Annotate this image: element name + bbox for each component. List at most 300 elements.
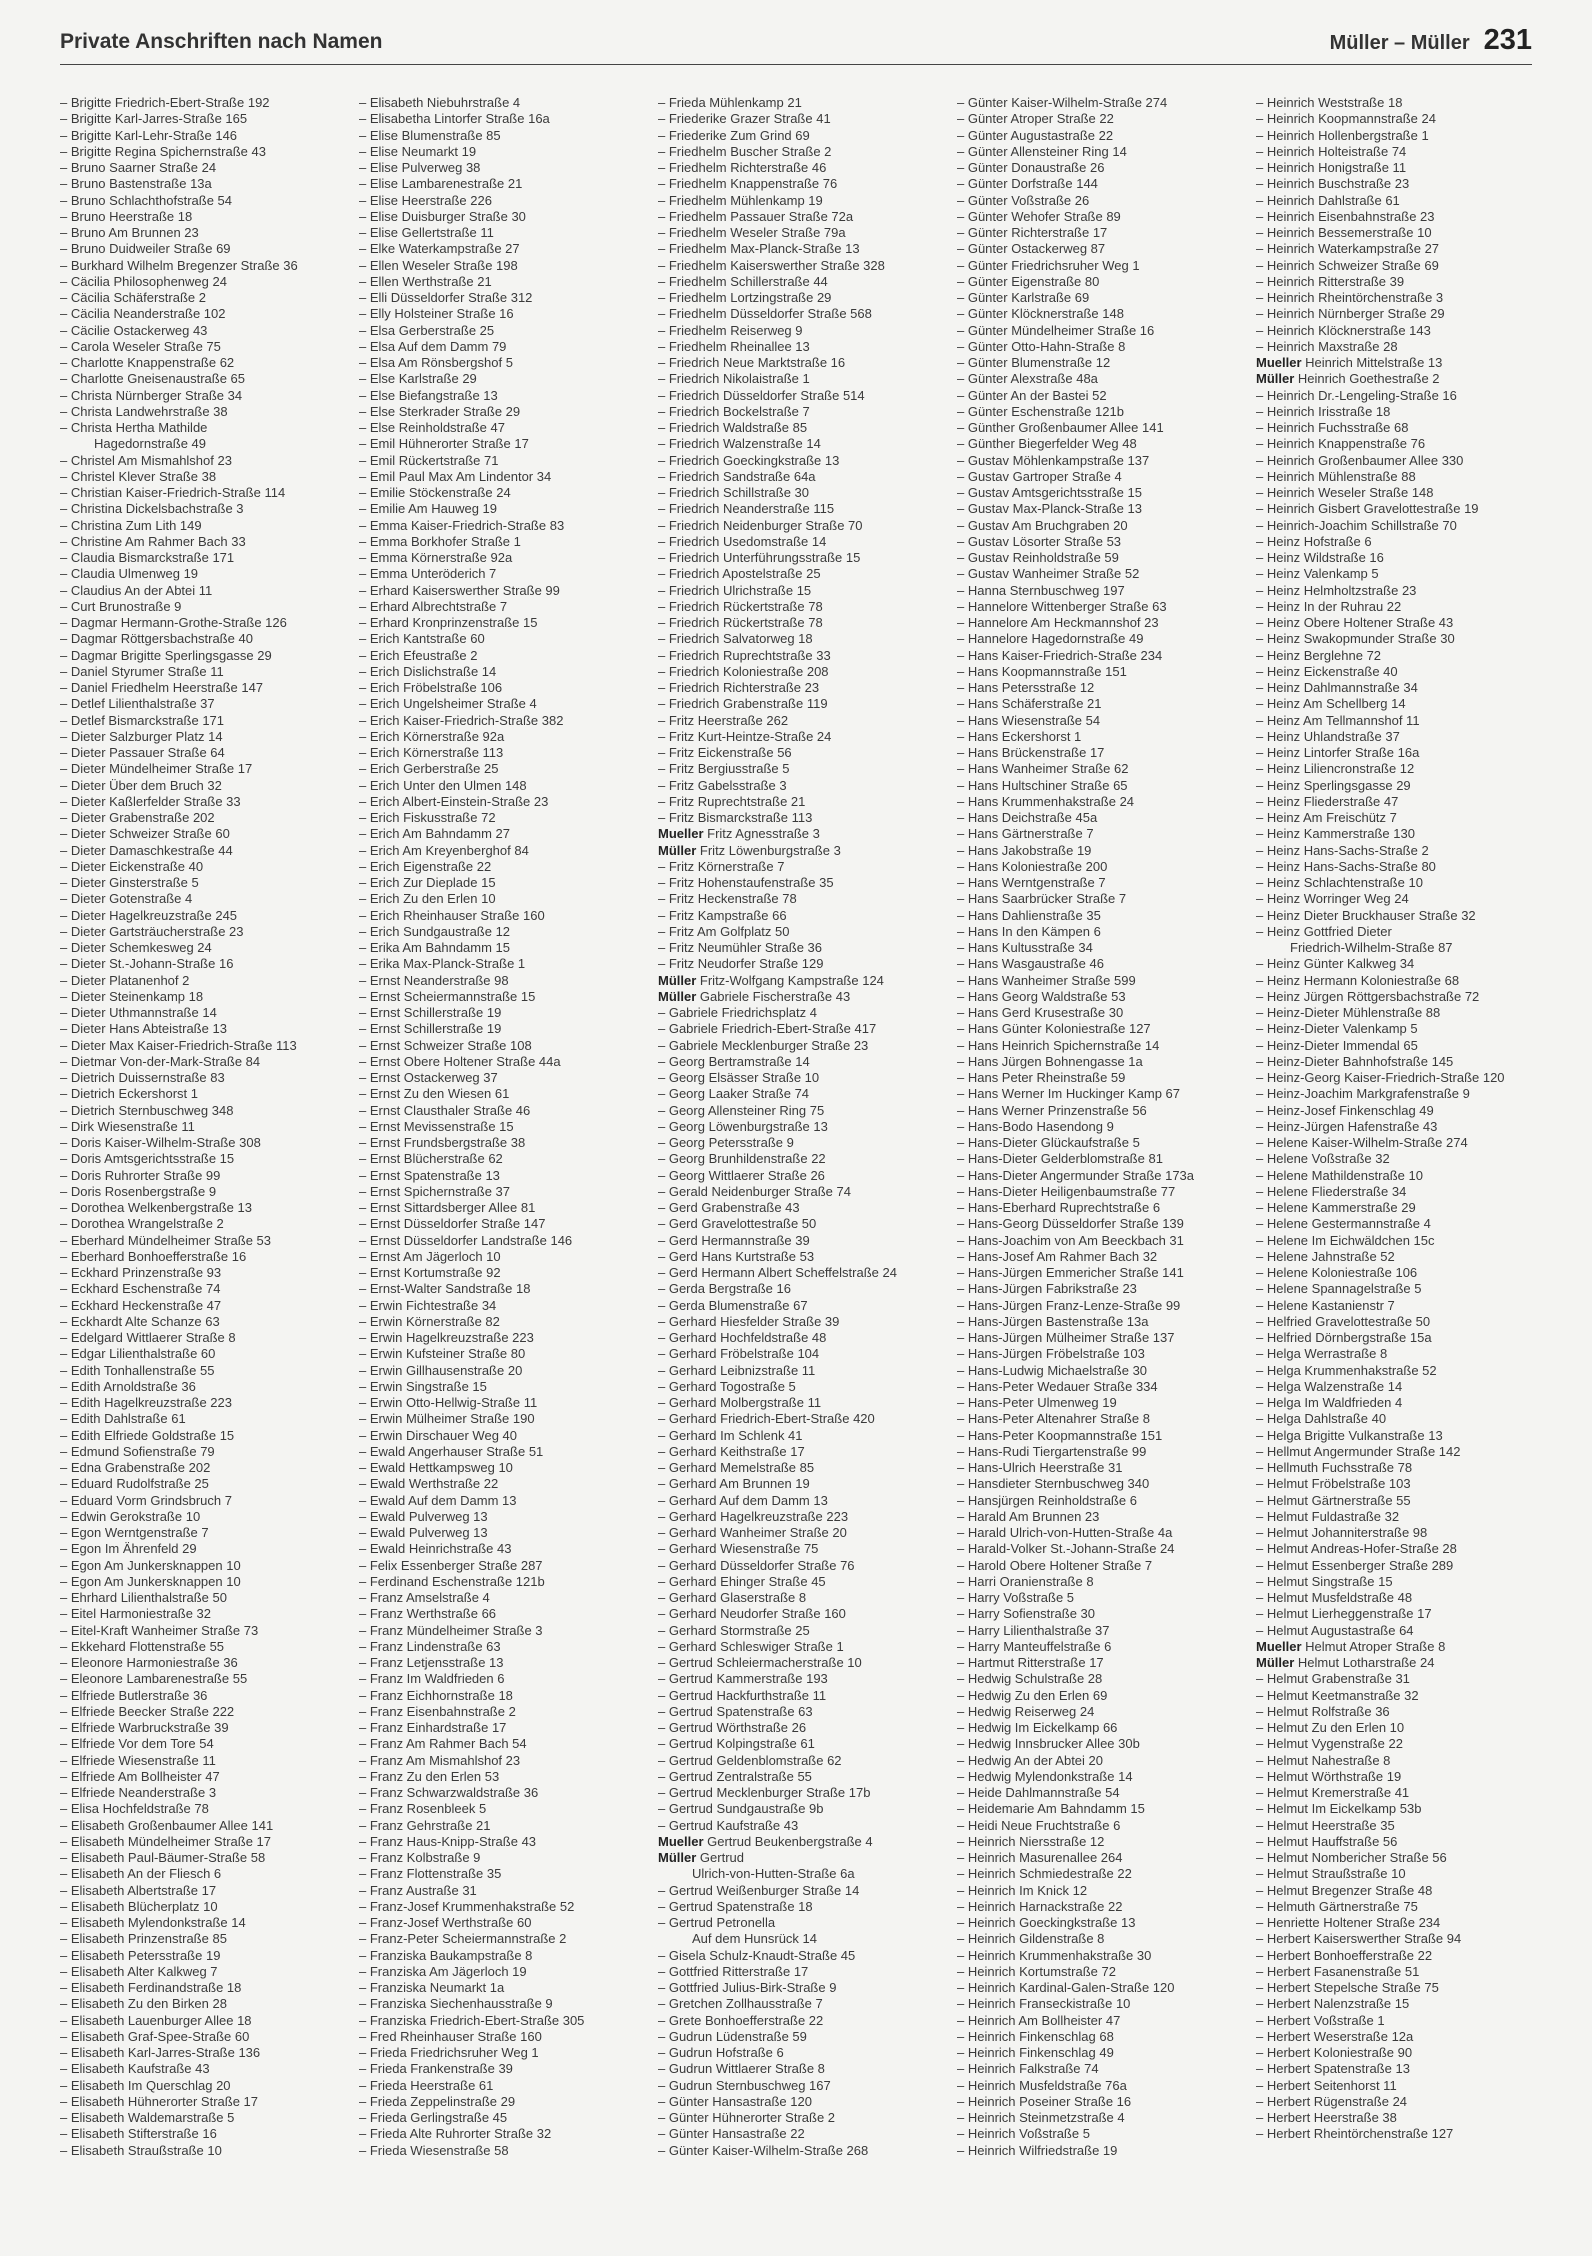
directory-entry [60, 1493, 355, 1509]
entry-text: – Edith Elfriede Goldstraße 15 [60, 1427, 235, 1443]
directory-entry [658, 1980, 953, 1996]
directory-entry [1256, 1476, 1551, 1492]
directory-entry [60, 1948, 355, 1964]
directory-entry [1256, 1590, 1551, 1606]
directory-entry [60, 2110, 355, 2126]
directory-entry [359, 1038, 654, 1054]
directory-entry [60, 908, 355, 924]
directory-entry [359, 1574, 654, 1590]
directory-entry [658, 1688, 953, 1704]
entry-text: – Harold Obere Holtener Straße 7 [957, 1557, 1153, 1573]
entry-text: – Helmut Im Eickelkamp 53b [1256, 1801, 1422, 1817]
directory-entry [957, 1753, 1252, 1769]
entry-text: – Ernst Düsseldorfer Landstraße 146 [359, 1232, 573, 1248]
directory-entry [957, 241, 1252, 257]
entry-text: – Cäcilia Philosophenweg 24 [60, 273, 227, 289]
entry-text: – Erich Ungelsheimer Straße 4 [359, 696, 537, 712]
directory-entry [359, 1476, 654, 1492]
entry-text: Fritz-Wolfgang Kampstraße 124 [696, 972, 884, 988]
directory-entry [1256, 1151, 1551, 1167]
entry-text: – Hellmuth Fuchsstraße 78 [1256, 1460, 1413, 1475]
directory-entry [60, 1363, 355, 1379]
entry-text: – Hans Peter Rheinstraße 59 [957, 1070, 1126, 1085]
directory-entry [957, 550, 1252, 566]
directory-entry [1256, 1281, 1551, 1297]
entry-text: – Helmut Andreas-Hofer-Straße 28 [1256, 1541, 1457, 1557]
entry-text: – Helene Fliederstraße 34 [1256, 1183, 1407, 1199]
entry-text: – Else Sterkrader Straße 29 [359, 403, 521, 419]
directory-entry [60, 2029, 355, 2045]
directory-entry [957, 713, 1252, 729]
directory-entry [359, 1444, 654, 1460]
entry-text: – Dietmar Von-der-Mark-Straße 84 [60, 1053, 261, 1069]
directory-entry [957, 1379, 1252, 1395]
directory-entry [1256, 1606, 1551, 1622]
entry-text: – Elfriede Vor dem Tore 54 [60, 1736, 214, 1752]
entry-text: – Gerhard Keithstraße 17 [658, 1443, 805, 1459]
entry-text: – Erich Eigenstraße 22 [359, 858, 492, 874]
entry-text: – Elke Waterkampstraße 27 [359, 241, 520, 257]
directory-entry [60, 355, 355, 371]
entry-text: – Elisa Hochfeldstraße 78 [60, 1801, 209, 1817]
directory-entry [1256, 1135, 1551, 1151]
directory-entry [658, 1801, 953, 1817]
entry-text: – Harald-Volker St.-Johann-Straße 24 [957, 1541, 1175, 1557]
entry-text: – Erich Körnerstraße 92a [359, 728, 505, 744]
entry-text: – Heinrich Wilfriedstraße 19 [957, 2142, 1118, 2158]
entry-text: – Dieter Ginsterstraße 5 [60, 875, 199, 890]
directory-entry [60, 1395, 355, 1411]
entry-text: – Heidemarie Am Bahndamm 15 [957, 1801, 1145, 1817]
entry-text: – Heinz Fliederstraße 47 [1256, 793, 1399, 809]
entry-text: – Elise Duisburger Straße 30 [359, 208, 526, 224]
entry-text: – Heinrich Mühlenstraße 88 [1256, 468, 1416, 484]
entry-text: – Hannelore Hagedornstraße 49 [957, 631, 1144, 647]
entry-text: – Heinz-Joachim Markgrafenstraße 9 [1256, 1086, 1470, 1102]
surname-heading: Mueller [658, 1833, 704, 1849]
directory-entry [60, 599, 355, 615]
entry-text: – Elisabeth Lauenburger Allee 18 [60, 2012, 252, 2028]
entry-text: – Dieter Mündelheimer Straße 17 [60, 761, 253, 777]
directory-entry [658, 1704, 953, 1720]
directory-entry [957, 144, 1252, 160]
directory-entry [658, 274, 953, 290]
entry-text: – Helga Dahlstraße 40 [1256, 1411, 1387, 1427]
directory-entry [359, 729, 654, 745]
entry-text: – Elisabeth Zu den Birken 28 [60, 1996, 227, 2012]
entry-text: – Gertrud Geldenblomstraße 62 [658, 1752, 842, 1768]
directory-entry [359, 778, 654, 794]
directory-entry [957, 1493, 1252, 1509]
entry-text: – Dietrich Sternbuschweg 348 [60, 1102, 234, 1118]
directory-entry [1256, 258, 1551, 274]
directory-entry [359, 956, 654, 972]
entry-text: – Gerhard Memelstraße 85 [658, 1460, 815, 1475]
directory-entry [1256, 1054, 1551, 1070]
directory-entry [359, 1070, 654, 1086]
entry-text: – Hans Schäferstraße 21 [957, 696, 1102, 712]
entry-text: – Dorothea Wrangelstraße 2 [60, 1216, 224, 1232]
entry-text: – Franz Amselstraße 4 [359, 1590, 490, 1605]
entry-text: – Dieter St.-Johann-Straße 16 [60, 956, 234, 972]
directory-entry [1256, 940, 1551, 956]
directory-entry [957, 1346, 1252, 1362]
entry-text: – Hans-Peter Altenahrer Straße 8 [957, 1411, 1150, 1427]
entry-text: – Ewald Angerhauser Straße 51 [359, 1443, 544, 1459]
entry-text: – Hans Wanheimer Straße 599 [957, 972, 1136, 988]
directory-entry [658, 1964, 953, 1980]
directory-entry [658, 1298, 953, 1314]
directory-entry [658, 2110, 953, 2126]
entry-text: – Friedrich Apostelstraße 25 [658, 566, 821, 582]
entry-text: – Hedwig An der Abtei 20 [957, 1752, 1103, 1768]
directory-entry [359, 1623, 654, 1639]
directory-entry [359, 1346, 654, 1362]
directory-entry [60, 1704, 355, 1720]
directory-entry [957, 518, 1252, 534]
column-4 [957, 95, 1252, 2159]
entry-text: – Friedrich Bockelstraße 7 [658, 403, 810, 419]
entry-text: – Gertrud Spatenstraße 63 [658, 1703, 813, 1719]
entry-text: – Erich Sundgaustraße 12 [359, 923, 511, 939]
directory-entry [359, 453, 654, 469]
directory-entry [957, 501, 1252, 517]
directory-entry [1256, 1363, 1551, 1379]
directory-entry [957, 290, 1252, 306]
entry-text: – Heinrich Buschstraße 23 [1256, 176, 1410, 192]
entry-text: – Heinrich Maxstraße 28 [1256, 338, 1398, 354]
entry-text: – Hedwig Innsbrucker Allee 30b [957, 1736, 1140, 1752]
directory-entry [957, 1623, 1252, 1639]
entry-text: – Gerhard Molbergstraße 11 [658, 1395, 822, 1410]
entry-text: – Hedwig Reiserweg 24 [957, 1703, 1095, 1719]
entry-text: – Brigitte Regina Spichernstraße 43 [60, 143, 266, 159]
entry-text: – Fritz Neudorfer Straße 129 [658, 956, 824, 972]
directory-entry [1256, 2061, 1551, 2077]
entry-text: – Franz Eichhornstraße 18 [359, 1687, 513, 1703]
entry-text: – Else Reinholdstraße 47 [359, 420, 505, 435]
entry-text: – Elise Lambarenestraße 21 [359, 176, 523, 192]
directory-entry [957, 2078, 1252, 2094]
directory-entry [957, 1948, 1252, 1964]
directory-entry [359, 2045, 654, 2061]
entry-text: – Hans Hultschiner Straße 65 [957, 777, 1128, 793]
directory-entry [658, 323, 953, 339]
entry-text: – Gertrud Kaufstraße 43 [658, 1817, 799, 1833]
section-title: Private Anschriften nach Namen [60, 30, 383, 53]
entry-text: – Eleonore Lambarenestraße 55 [60, 1671, 248, 1687]
entry-text: – Cäcilia Schäferstraße 2 [60, 290, 206, 305]
directory-entry [1256, 924, 1551, 940]
entry-text: – Heinz-Jürgen Hafenstraße 43 [1256, 1118, 1438, 1134]
entry-text: – Hans-Jürgen Fröbelstraße 103 [957, 1346, 1145, 1362]
entry-text: – Heinz-Georg Kaiser-Friedrich-Straße 120 [1256, 1070, 1505, 1085]
entry-text: – Heinz Lintorfer Straße 16a [1256, 745, 1420, 760]
directory-entry [60, 501, 355, 517]
directory-entry [359, 1736, 654, 1752]
entry-text: – Erwin Mülheimer Straße 190 [359, 1411, 535, 1427]
directory-entry [1256, 1931, 1551, 1947]
directory-entry [359, 306, 654, 322]
entry-text: – Helfried Dörnbergstraße 15a [1256, 1330, 1432, 1345]
directory-entry [658, 1736, 953, 1752]
entry-text: – Franziska Am Jägerloch 19 [359, 1963, 527, 1979]
directory-entry [658, 778, 953, 794]
directory-entry [1256, 696, 1551, 712]
directory-entry [1256, 1460, 1551, 1476]
directory-entry [1256, 323, 1551, 339]
directory-entry [1256, 2094, 1551, 2110]
entry-text: – Heinrich Großenbaumer Allee 330 [1256, 452, 1464, 468]
entry-text: – Frieda Friedrichsruher Weg 1 [359, 2045, 539, 2060]
directory-entry [1256, 631, 1551, 647]
directory-entry [658, 1119, 953, 1135]
name-range: Müller – Müller [1329, 32, 1470, 54]
entry-text: – Günter Dorfstraße 144 [957, 176, 1098, 192]
directory-entry [957, 956, 1252, 972]
directory-entry [1256, 1330, 1551, 1346]
entry-text: – Herbert Fasanenstraße 51 [1256, 1963, 1420, 1979]
directory-entry [1256, 550, 1551, 566]
directory-entry [658, 875, 953, 891]
directory-entry [658, 664, 953, 680]
entry-text: – Erich Zu den Erlen 10 [359, 891, 496, 907]
entry-text: – Franz Eisenbahnstraße 2 [359, 1703, 516, 1719]
directory-entry [957, 1233, 1252, 1249]
directory-entry [658, 810, 953, 826]
entry-text: – Erwin Singstraße 15 [359, 1378, 487, 1394]
entry-text: – Erich Rheinhauser Straße 160 [359, 907, 545, 923]
directory-entry [658, 729, 953, 745]
entry-text: – Herbert Stepelsche Straße 75 [1256, 1980, 1439, 1995]
entry-text: – Günter Richterstraße 17 [957, 225, 1108, 240]
entry-text: – Bruno Am Brunnen 23 [60, 225, 199, 240]
directory-entry [658, 2143, 953, 2159]
directory-entry [359, 1671, 654, 1687]
entry-text: – Elisabeth Hühnerorter Straße 17 [60, 2093, 258, 2109]
entry-text: – Günter Hühnerorter Straße 2 [658, 2110, 836, 2125]
directory-entry [658, 859, 953, 875]
directory-entry [957, 973, 1252, 989]
entry-text: – Ernst Kortumstraße 92 [359, 1265, 501, 1280]
directory-entry [1256, 1915, 1551, 1931]
entry-text: – Helmut Grabenstraße 31 [1256, 1671, 1410, 1687]
directory-entry [658, 2061, 953, 2077]
entry-text: – Christine Am Rahmer Bach 33 [60, 533, 246, 549]
entry-text: – Ernst Clausthaler Straße 46 [359, 1102, 531, 1118]
directory-entry [359, 566, 654, 582]
entry-text: – Heinrich Franseckistraße 10 [957, 1996, 1131, 2012]
directory-entry [60, 1265, 355, 1281]
directory-entry [957, 1200, 1252, 1216]
entry-text: – Hans-Dieter Gelderblomstraße 81 [957, 1151, 1163, 1167]
entry-text: – Erhard Albrechtstraße 7 [359, 598, 508, 614]
entry-text: – Heinrich Rheintörchenstraße 3 [1256, 290, 1444, 305]
entry-text: – Hedwig Zu den Erlen 69 [957, 1687, 1108, 1703]
directory-entry [957, 1769, 1252, 1785]
entry-text: – Erwin Otto-Hellwig-Straße 11 [359, 1395, 538, 1410]
entry-text: – Erich Albert-Einstein-Straße 23 [359, 793, 549, 809]
entry-text: – Heinrich Honigstraße 11 [1256, 160, 1407, 175]
directory-entry [60, 989, 355, 1005]
entry-text: – Friedrich Nikolaistraße 1 [658, 371, 810, 387]
entry-text: – Harry Voßstraße 5 [957, 1590, 1075, 1605]
entry-text: – Friedhelm Lortzingstraße 29 [658, 290, 832, 305]
entry-text: – Heinrich Im Knick 12 [957, 1882, 1088, 1898]
directory-entry [957, 1801, 1252, 1817]
directory-entry [658, 1899, 953, 1915]
entry-text: Heinrich Mittelstraße 13 [1301, 355, 1443, 370]
directory-entry [658, 1379, 953, 1395]
directory-entry [1256, 1769, 1551, 1785]
entry-text: – Elsa Auf dem Damm 79 [359, 338, 507, 354]
directory-entry [359, 241, 654, 257]
entry-text: – Charlotte Knappenstraße 62 [60, 355, 235, 370]
entry-text: – Brigitte Friedrich-Ebert-Straße 192 [60, 95, 270, 110]
directory-entry [60, 339, 355, 355]
directory-entry [957, 95, 1252, 111]
directory-entry [359, 908, 654, 924]
directory-entry [1256, 566, 1551, 582]
directory-entry [658, 485, 953, 501]
entry-text: – Ernst Ostackerweg 37 [359, 1070, 498, 1085]
entry-text: – Dorothea Welkenbergstraße 13 [60, 1200, 252, 1215]
entry-text: – Gabriele Friedrich-Ebert-Straße 417 [658, 1021, 877, 1037]
entry-text: – Franz-Josef Werthstraße 60 [359, 1915, 532, 1930]
directory-entry [957, 2143, 1252, 2159]
directory-entry [957, 1054, 1252, 1070]
directory-entry [957, 1363, 1252, 1379]
entry-text: – Helmut Hauffstraße 56 [1256, 1833, 1398, 1849]
directory-entry [1256, 420, 1551, 436]
directory-entry [957, 453, 1252, 469]
entry-text: – Eberhard Mündelheimer Straße 53 [60, 1232, 272, 1248]
entry-text: – Heidi Neue Fruchtstraße 6 [957, 1817, 1121, 1833]
directory-entry [1256, 794, 1551, 810]
directory-entry [1256, 1233, 1551, 1249]
entry-text: – Heinrich Koopmannstraße 24 [1256, 111, 1436, 127]
directory-entry [60, 1736, 355, 1752]
directory-entry [60, 794, 355, 810]
directory-entry [60, 648, 355, 664]
entry-text: – Elisabeth Karl-Jarres-Straße 136 [60, 2045, 261, 2060]
entry-text: – Elisabeth Im Querschlag 20 [60, 2077, 231, 2093]
entry-text: – Claudius An der Abtei 11 [60, 582, 213, 598]
directory-entry [60, 1184, 355, 1200]
entry-text: – Ernst Schillerstraße 19 [359, 1005, 502, 1020]
directory-entry [957, 1590, 1252, 1606]
entry-text: – Heinz Wildstraße 16 [1256, 550, 1384, 565]
directory-entry [1256, 1948, 1551, 1964]
entry-text: – Gretchen Zollhausstraße 7 [658, 1996, 823, 2012]
directory-entry [1256, 664, 1551, 680]
entry-text: – Elli Düsseldorfer Straße 312 [359, 290, 533, 305]
directory-entry [60, 1996, 355, 2012]
directory-entry [60, 128, 355, 144]
directory-entry [60, 1476, 355, 1492]
directory-entry [359, 1639, 654, 1655]
entry-text: – Dieter Hans Abteistraße 13 [60, 1021, 227, 1037]
directory-entry [957, 1996, 1252, 2012]
entry-text: – Fritz Kampstraße 66 [658, 907, 787, 923]
directory-entry [957, 1883, 1252, 1899]
directory-entry [957, 1281, 1252, 1297]
entry-text: – Friedhelm Weseler Straße 79a [658, 225, 846, 240]
directory-entry [957, 1038, 1252, 1054]
entry-text: – Herbert Rheintörchenstraße 127 [1256, 2126, 1454, 2142]
directory-entry [359, 1168, 654, 1184]
entry-text: – Ferdinand Eschenstraße 121b [359, 1573, 545, 1589]
directory-entry [957, 355, 1252, 371]
directory-entry [359, 209, 654, 225]
directory-entry [60, 1168, 355, 1184]
entry-text: – Dietrich Duissernstraße 83 [60, 1070, 225, 1085]
directory-entry [658, 713, 953, 729]
directory-entry [359, 1818, 654, 1834]
entry-text: – Helene Koloniestraße 106 [1256, 1265, 1418, 1280]
directory-entry [60, 956, 355, 972]
directory-entry [957, 631, 1252, 647]
directory-entry [1256, 1428, 1551, 1444]
entry-text: – Gertrud Zentralstraße 55 [658, 1768, 812, 1784]
directory-entry [957, 258, 1252, 274]
entry-text: – Elisabeth An der Fliesch 6 [60, 1866, 222, 1882]
entry-text: – Heinrich Nürnberger Straße 29 [1256, 306, 1445, 322]
entry-text: – Edith Dahlstraße 61 [60, 1411, 186, 1427]
directory-entry [957, 1834, 1252, 1850]
entry-text: – Gerhard Stormstraße 25 [658, 1622, 810, 1638]
entry-text: – Helene Kastanienstr 7 [1256, 1297, 1395, 1313]
entry-text: – Ewald Pulverweg 13 [359, 1508, 488, 1524]
directory-entry [658, 1460, 953, 1476]
entry-text: – Hans-Dieter Angermunder Straße 173a [957, 1167, 1195, 1183]
entry-text: – Edith Hagelkreuzstraße 223 [60, 1395, 232, 1410]
directory-entry [1256, 193, 1551, 209]
entry-text: – Gertrud Hackfurthstraße 11 [658, 1687, 827, 1703]
directory-entry [60, 1005, 355, 1021]
entry-text: – Edelgard Wittlaerer Straße 8 [60, 1330, 236, 1345]
directory-entry [957, 2110, 1252, 2126]
directory-entry [359, 274, 654, 290]
directory-entry [957, 1558, 1252, 1574]
entry-text: – Hans Werner Im Huckinger Kamp 67 [957, 1086, 1181, 1102]
directory-entry [60, 1525, 355, 1541]
directory-entry [60, 843, 355, 859]
entry-text: – Heinz Schlachtenstraße 10 [1256, 875, 1423, 890]
directory-entry [1256, 1801, 1551, 1817]
entry-text: – Friedrich Neidenburger Straße 70 [658, 517, 863, 533]
directory-entry [359, 1590, 654, 1606]
directory-entry [957, 1395, 1252, 1411]
entry-text: – Claudia Ulmenweg 19 [60, 566, 199, 582]
entry-text: – Hans-Dieter Glückaufstraße 5 [957, 1135, 1140, 1150]
entry-text: – Hans Werntgenstraße 7 [957, 875, 1106, 890]
directory-entry [957, 1103, 1252, 1119]
directory-entry [658, 1249, 953, 1265]
entry-text: – Hedwig Mylendonkstraße 14 [957, 1768, 1133, 1784]
entry-text: – Dieter Gartsträucherstraße 23 [60, 923, 244, 939]
entry-text: – Gerd Hans Kurtstraße 53 [658, 1248, 815, 1264]
entry-text: – Edna Grabenstraße 202 [60, 1460, 211, 1475]
entry-text: – Gerhard Fröbelstraße 104 [658, 1346, 820, 1362]
directory-entry [60, 1509, 355, 1525]
directory-entry [957, 1688, 1252, 1704]
entry-text: – Hanna Sternbuschweg 197 [957, 582, 1125, 598]
directory-entry [60, 973, 355, 989]
directory-entry [359, 859, 654, 875]
directory-entry [359, 1330, 654, 1346]
entry-text: – Elisabeth Paul-Bäumer-Straße 58 [60, 1850, 266, 1865]
